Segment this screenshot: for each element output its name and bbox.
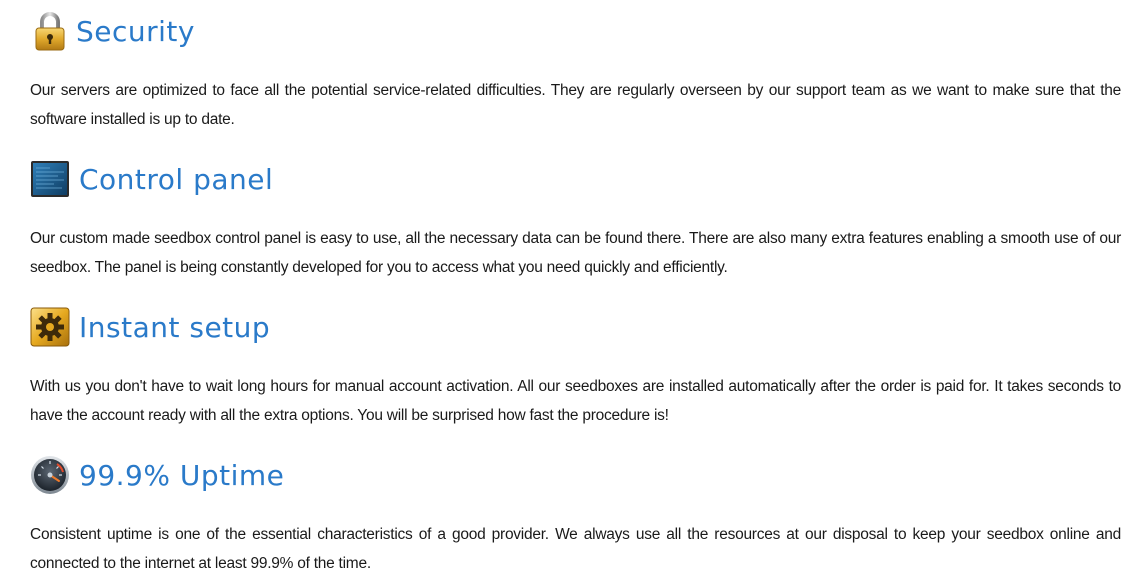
control-panel-screen-icon xyxy=(30,159,70,199)
speedometer-icon xyxy=(30,455,70,495)
feature-control-panel-title: Control panel xyxy=(79,162,274,196)
feature-control-panel xyxy=(30,158,1121,276)
feature-security xyxy=(30,10,1121,128)
feature-uptime xyxy=(30,454,1121,572)
feature-uptime-header xyxy=(30,454,1121,496)
feature-security-title: Security xyxy=(76,14,195,48)
feature-uptime-title: 99.9% Uptime xyxy=(79,458,285,492)
padlock-icon xyxy=(30,11,70,51)
feature-control-panel-header xyxy=(30,158,1121,200)
feature-instant-setup-text: With us you don't have to wait long hours for manual account activation. All our seedboxes are installed automatically after the order is paid for. It takes seconds to have the account ready with all the extra options. You will be surprised how fast the procedure is! xyxy=(30,378,1121,424)
feature-security-header xyxy=(30,10,1121,52)
feature-control-panel-text: Our custom made seedbox control panel is easy to use, all the necessary data can be found there. There are also many extra features enabling a smooth use of our seedbox. The panel is being constantly developed for you to access what you need quickly and efficiently. xyxy=(30,230,1121,276)
feature-instant-setup-title: Instant setup xyxy=(79,310,271,344)
feature-uptime-text: Consistent uptime is one of the essential characteristics of a good provider. We always use all the resources at our disposal to keep your seedbox online and connected to the internet at least 99.9% of the time. xyxy=(30,526,1121,572)
feature-instant-setup xyxy=(30,306,1121,424)
gear-icon xyxy=(30,307,70,347)
feature-security-text: Our servers are optimized to face all the potential service-related difficulties. They are regularly overseen by our support team as we want to make sure that the software installed is up to date. xyxy=(30,82,1121,128)
feature-instant-setup-header xyxy=(30,306,1121,348)
